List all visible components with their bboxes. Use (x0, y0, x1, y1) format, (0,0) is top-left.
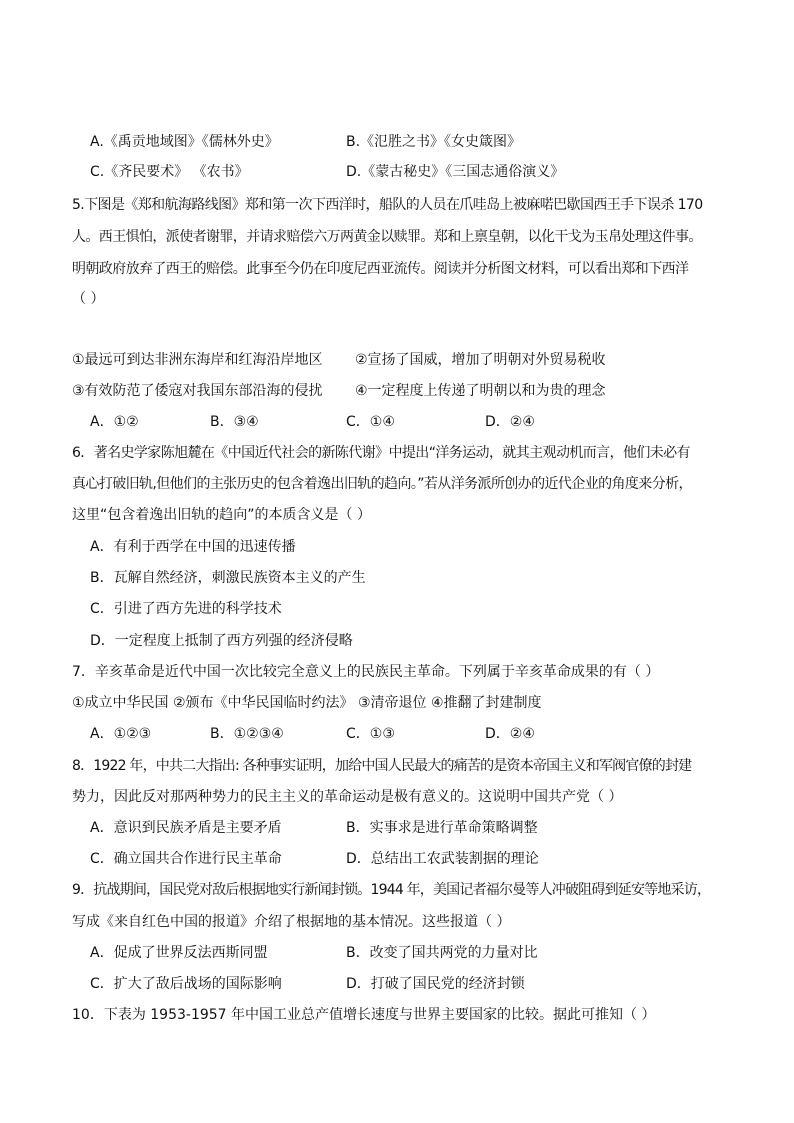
q9-option-d: D．打破了国民党的经济封锁 (346, 976, 525, 992)
q5-option-b: B．③④ (210, 414, 259, 430)
q4-option-a: A.《禹贡地域图》《儒林外史》 (90, 134, 279, 150)
q4-option-c: C.《齐民要术》 《农书》 (90, 164, 249, 180)
q6-option-a: A．有利于西学在中国的迅速传播 (90, 539, 296, 555)
q5-item-3: ③有效防范了倭寇对我国东部沿海的侵扰 (72, 383, 323, 399)
q8-option-d: D．总结出工农武装割据的理论 (346, 851, 539, 867)
q5-option-d: D．②④ (485, 414, 535, 430)
q4-option-b: B.《氾胜之书》《女史箴图》 (346, 134, 522, 150)
q8-option-c: C．确立国共合作进行民主革命 (90, 851, 282, 867)
q9-option-a: A．促成了世界反法西斯同盟 (90, 945, 268, 961)
q5-option-c: C．①④ (346, 414, 395, 430)
q9-option-b: B．改变了国共两党的力量对比 (346, 945, 538, 961)
q9-stem-line-2: 写成《来自红色中国的报道》介绍了根据地的基本情况。这些报道（ ） (72, 914, 511, 930)
q9-stem-line-1: 9．抗战期间，国民党对敌后根据地实行新闻封锁。1944 年，美国记者福尔曼等人冲破阻碍到延安等地采访， (72, 882, 711, 898)
q6-option-b: B．瓦解自然经济，刺激民族资本主义的产生 (90, 570, 366, 586)
q8-stem-line-1: 8．1922 年，中共二大指出: 各种事实证明，加给中国人民最大的痛苦的是资本帝国主义和军阀官僚的封建 (72, 758, 692, 774)
q5-item-1: ①最远可到达非洲东海岸和红海沿岸地区 (72, 352, 323, 368)
q5-item-2: ②宣扬了国威，增加了明朝对外贸易税收 (355, 352, 606, 368)
q5-item-4: ④一定程度上传递了明朝以和为贵的理念 (355, 383, 606, 399)
q5-option-a: A．①② (90, 414, 139, 430)
q7-items: ①成立中华民国 ②颁布《中华民国临时约法》 ③清帝退位 ④推翻了封建制度 (72, 695, 542, 711)
q7-stem-line-1: 7．辛亥革命是近代中国一次比较完全意义上的民族民主革命。下列属于辛亥革命成果的有（ ） (72, 664, 660, 680)
q5-stem-line-4: （ ） (72, 291, 105, 307)
q6-stem-line-3: 这里“包含着逸出旧轨的趋向”的本质含义是（ ） (72, 507, 371, 523)
q5-stem-line-2: 人。西王惧怕，派使者谢罪，并请求赔偿六万两黄金以赎罪。郑和上禀皇朝，以化干戈为玉帛处理这件事。 (72, 229, 702, 245)
q7-option-b: B．①②③④ (210, 726, 284, 742)
q6-stem-line-1: 6．著名史学家陈旭麓在《中国近代社会的新陈代谢》中提出“洋务运动，就其主观动机而言，他们未必有 (72, 445, 690, 461)
q7-option-d: D．②④ (485, 726, 535, 742)
q5-stem-line-1: 5.下图是《郑和航海路线图》郑和第一次下西洋时，船队的人员在爪哇岛上被麻喏巴歇国西王手下误杀 170 (72, 197, 703, 213)
q10-stem-line-1: 10．下表为 1953-1957 年中国工业总产值增长速度与世界主要国家的比较。据此可推知（ ） (72, 1007, 656, 1023)
q4-option-d: D.《蒙古秘史》《三国志通俗演义》 (346, 164, 565, 180)
q6-option-d: D．一定程度上抵制了西方列强的经济侵略 (90, 633, 353, 649)
q6-option-c: C．引进了西方先进的科学技术 (90, 601, 282, 617)
q7-option-c: C．①③ (346, 726, 395, 742)
q7-option-a: A．①②③ (90, 726, 152, 742)
q6-stem-line-2: 真心打破旧轨,但他们的主张历史的包含着逸出旧轨的趋向。”若从洋务派所创办的近代企业的角度来分析， (72, 476, 692, 492)
q8-option-a: A．意识到民族矛盾是主要矛盾 (90, 820, 282, 836)
q8-option-b: B．实事求是进行革命策略调整 (346, 820, 538, 836)
q8-stem-line-2: 势力，因此反对那两种势力的民主主义的革命运动是极有意义的。这说明中国共产党（ ） (72, 789, 623, 805)
q9-option-c: C．扩大了敌后战场的国际影响 (90, 976, 282, 992)
q5-stem-line-3: 明朝政府放弃了西王的赔偿。此事至今仍在印度尼西亚流传。阅读并分析图文材料，可以看出郑和下西洋 (72, 261, 689, 277)
